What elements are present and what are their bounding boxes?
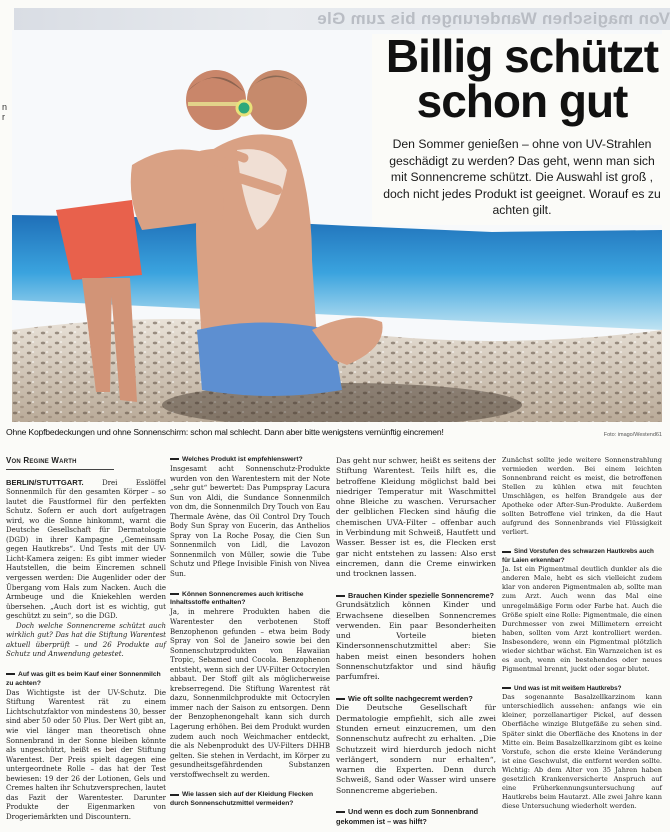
question-text: Auf was gilt es beim Kauf einer Sonnenmilch zu achten? bbox=[6, 670, 161, 687]
headline bbox=[382, 30, 662, 127]
question-text: Und was ist mit weißem Hautkrebs? bbox=[514, 684, 622, 692]
intro-paragraph bbox=[6, 478, 166, 622]
section-answer: Das Wichtigste ist der UV-Schutz. Die Stiftung Warentest rät zu einem Lichtschutzfaktor von mindestens 30, besser sind aber 50 oder 50 Plus. Der Wert gibt an, wie viel länger man theoretisch ohne Sonnenbrand in der Sonne bleiben könnte als ungeschützt, heißt es bei der Stiftung Warentest. Der Preis spielt dagegen eine untergeordnete Rolle – das hat der Test bewiesen: 19 der 26 der Lotionen, Gels und Cremes halten ihr Schutzversprechen, lautet das Fazit der Warentester. Darunter Produkte der Eigenmarken von Drogeriemärkten und Discountern. bbox=[6, 688, 166, 821]
dash-marker bbox=[336, 698, 345, 700]
section-answer: Ja. Ist ein Pigmentmal deutlich dunkler als die anderen Male, hebt es sich vielleicht zudem klar von anderen Pigmentmalen ab, sollte man zum Arzt. Auch wenn das Mal eine unregelmäßige Form oder Farbe hat. Auch die Größe spielt eine Rolle: Pigmentmale, die einen Durchmesser von zwei Millimetern erreicht haben, sollten vom Arzt kontrolliert werden. Insbesondere, wenn ein Pigmentmal plötzlich wieder sichtbar wächst. Ein Warnzeichen ist es es auch, wenn ein bestehendes oder neues Pigmentmal brennt, juckt oder sogar blutet. bbox=[502, 565, 662, 673]
question-text: Können Sonnencremes auch kritische Inhaltsstoffe enthalten? bbox=[170, 590, 304, 607]
headline-line: schon gut bbox=[416, 75, 628, 127]
dash-marker bbox=[336, 811, 345, 813]
section-answer: Ja, in mehrere Produkten haben die Warentester den verbotenen Stoff Benzophenon gefunden – etwa beim Body Spray von Sol de Janeiro sowie bei den Sonnenschutzprodukten von Hawaiian Tropic, Sebamed und Cocola. Benzophenon entsteht, wenn sich der UV-Filter Octocrylen abbaut. Der Stoff gilt als möglicherweise krebserregend. Die Stiftung Warentest rät dazu, Sonnenmilchprodukte mit Octocrylen immer nach der Saison zu entsorgen. Denn der Benzophenongehalt kann sich durch Lagerung erhöhen. Bei dem Produkt wurden zudem auch noch Weichmacher entdeckt, die als Nebenprodukt des UV-Filters DHHB gelten. Sie stehen in Verdacht, im Körper zu gesundheitsgefährdenden Substanzen verstoffwechselt zu werden. bbox=[170, 608, 330, 779]
dash-marker bbox=[502, 551, 511, 553]
question-text: Welches Produkt ist empfehlenswert? bbox=[182, 456, 303, 463]
column-1 bbox=[6, 456, 166, 823]
lede: Den Sommer genießen – ohne von UV-Strahlen geschädigt zu werden? Das geht, wenn man sich mit Sonnencreme schützt. Die Auswahl ist groß , doch nicht jedes Produkt ist geeignet. Worauf es zu achten gilt. bbox=[383, 137, 661, 217]
byline bbox=[6, 456, 114, 470]
section-question bbox=[170, 791, 330, 809]
margin-mark: r bbox=[2, 112, 5, 122]
section-answer: Zunächst sollte jede weitere Sonnenstrahlung vermieden werden. Bei einem leichten Sonnenbrand reicht es meist, die betroffenen Stellen zu kühlen etwa mit feuchten Umschlägen, es helfen Brandgele aus der Apotheke oder After-Sun-Produkte. Außerdem sollten Betroffene viel trinken, da die Haut aufgrund des Sonnenbrands viel Flüssigkeit verliert. bbox=[502, 456, 662, 537]
bleed-through-text: Von magischen Wanderungen bis zum Gle bbox=[316, 9, 670, 28]
section-question bbox=[170, 456, 330, 465]
column-4 bbox=[502, 456, 662, 811]
dash-marker bbox=[6, 673, 15, 675]
section-question bbox=[502, 548, 662, 565]
swim-goggles bbox=[237, 101, 251, 115]
headline-block bbox=[372, 30, 662, 225]
question-text: Und wenn es doch zum Sonnenbrand gekommen ist – was hilft? bbox=[336, 807, 479, 826]
dash-marker bbox=[502, 687, 511, 689]
section-question bbox=[6, 671, 166, 689]
photo-caption: Ohne Kopfbedeckungen und ohne Sonnenschirm: schon mal schlecht. Dann aber bitte wenigstens vernünftig eincremen! bbox=[6, 427, 444, 437]
intro-text: Drei Esslöffel Sonnenmilch für den gesamten Körper – so lautet die Faustformel für den perfekten Schutz. Sofern er auch dort aufgetragen wird, wo die Sonne hinkommt, warnt die Deutsche Gesellschaft für Dermatologie (DGD) in ihrer Kampagne „Gemeinsam gegen Hautkrebs“. Und Tests mit der UV-Licht-Kamera zeigen: Es gibt immer wieder Hautstellen, die beim Eincremen schnell vergessen werden: Die Augenlider oder der Übergang vom Hals zum Nacken. Auch die Armbeuge und die Kniekehlen werden übersehen. „Auch dort ist es wichtig, gut geschützt zu sein“, so die DGD. bbox=[6, 478, 166, 621]
section-answer: Das sogenannte Basalzellkarzinom kann unterschiedlich aussehen: anfangs wie ein kleiner, porzellanartiger Pickel, auf dessen Oberfläche winzige Blutgefäße zu sehen sind. Später sinkt die Oberfläche des Knotens in der Mitte ein. Beim Basalzellkarzinom gibt es keine Vorstufe, schon die erste kleine Veränderung ist eine Geschwulst, die entfernt werden sollte. Wichtig: Ab dem Alter von 35 Jahren haben gesetzlich Krankenversicherte Anspruch auf eine Früherkennungsuntersuchung auf Hautkrebs beim Hautarzt. Alle zwei Jahre kann diese Untersuchung wiederholt werden. bbox=[502, 693, 662, 810]
question-text: Sind Vorstufen des schwarzen Hautkrebs auch für Laien erkennbar? bbox=[502, 548, 654, 564]
bleed-through-strip bbox=[14, 8, 670, 30]
section-question bbox=[336, 807, 496, 826]
margin-mark: n bbox=[2, 102, 8, 112]
column-2 bbox=[170, 456, 330, 809]
photo-credit: Foto: imago/Westend61 bbox=[603, 432, 662, 438]
question-text: Brauchen Kinder spezielle Sonnencreme? bbox=[348, 590, 494, 600]
section-answer: Das geht nur schwer, heißt es seitens der Stiftung Warentest. Teils hilft es, die betroffene Kleidung möglichst bald bei niedriger Temperatur mit Waschmittel ohne Bleiche zu waschen. Verursacher der gelblichen Flecken sind häufig die chemischen UVA-Filter – offenbar auch in Verbindung mit Schweiß, Hautfett und Wasser. Besser ist es, die Flecken erst gar nicht entstehen zu lassen: Also erst eincremen, dann die Creme einwirken und trocknen lassen. bbox=[336, 456, 496, 579]
author-name: Regine Warth bbox=[23, 456, 77, 465]
byline-prefix: Von bbox=[6, 456, 24, 465]
section-question bbox=[502, 685, 662, 693]
intro-teaser: Doch welche Sonnencreme schützt auch wirklich gut? Das hat die Stiftung Warentest aktuell überprüft – und 26 Produkte auf Schutz und Anwendung getestet. bbox=[6, 621, 166, 659]
section-question bbox=[170, 591, 330, 609]
dateline: BERLIN/STUTTGART. bbox=[6, 477, 84, 487]
dash-marker bbox=[170, 794, 179, 796]
headline-line: Billig schützt bbox=[385, 30, 659, 82]
question-text: Wie oft sollte nachgecremt werden? bbox=[348, 693, 473, 703]
section-answer: Grundsätzlich können Kinder und Erwachsene dieselben Sonnencremes verwenden. Ein paar Besonderheiten und Vorteile bieten Kindersonnenschutzmittel aber: Sie haben meist einen besonders hohen Sonnenschutzfaktor und sind häufig parfumfrei. bbox=[336, 600, 496, 682]
section-question bbox=[336, 591, 496, 601]
column-3 bbox=[336, 456, 496, 826]
dash-marker bbox=[336, 595, 345, 597]
section-answer: Die Deutsche Gesellschaft für Dermatologie empfiehlt, sich alle zwei Stunden erneut einzucremen, um den Sonnenschutz aufrecht zu erhalten. „Die Schutzzeit wird hierdurch jedoch nicht verlängert, sondern nur erhalten“, warnen die Experten. Denn durch Schweiß, Sand oder Wasser wird unsere Sonnencreme abgerieben. bbox=[336, 703, 496, 795]
section-answer: Insgesamt acht Sonnenschutz-Produkte wurden von den Warentestern mit der Note „sehr gut“ bewertet: Das Pumpspray Lacura Sun von Aldi, die Sundance Sonnenmilch von dm, die Sonnenmilch Dry Touch von Eau Thermale Avène, das Oil Control Dry Touch Body Sun Spray von Eucerin, das Anthelios Spray von La Roche Posay, die Cien Sun Sonnenmilch von Lidl, die Lavozon Sonnenmilch von Müller, sowie die Tube Schutz und Pflege Invisible Finish von Nivea Sun. bbox=[170, 464, 330, 578]
dash-marker bbox=[170, 458, 179, 460]
section-question bbox=[336, 694, 496, 704]
question-text: Wie lassen sich auf der Kleidung Flecken durch Sonnenschutzmittel vermeiden? bbox=[170, 791, 314, 808]
dash-marker bbox=[170, 593, 179, 595]
